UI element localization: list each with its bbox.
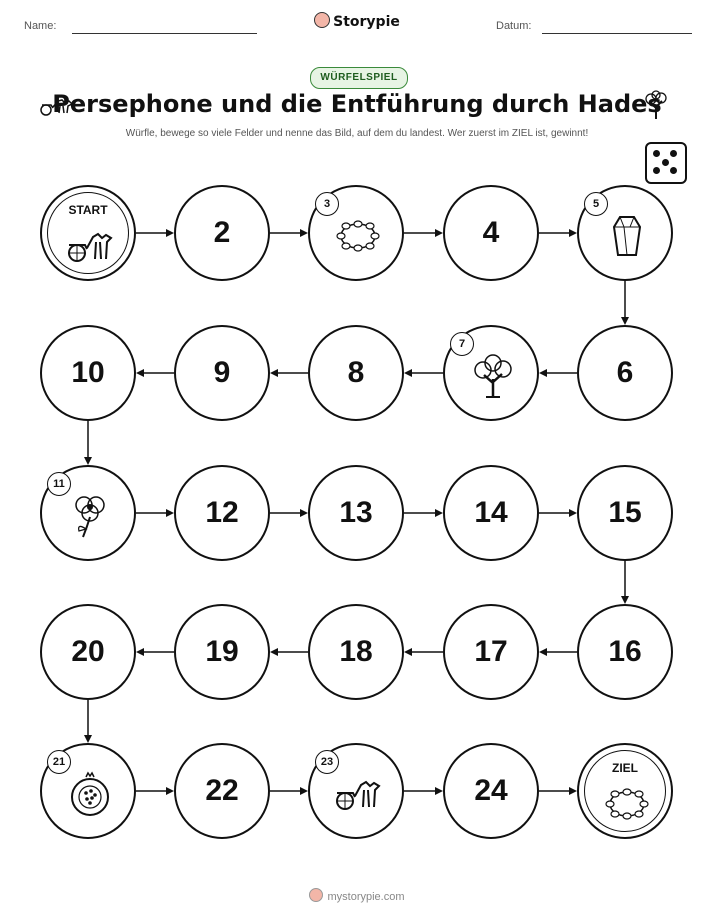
path-arrow [136, 229, 174, 237]
board-space-23 [308, 743, 404, 839]
board-space-22 [174, 743, 270, 839]
pomegranate-icon [65, 771, 115, 817]
board-space-2 [174, 185, 270, 281]
board-space-25 [577, 743, 673, 839]
path-arrow [270, 509, 308, 517]
space-number: 20 [71, 635, 105, 668]
page-title: Persephone und die Entführung durch Hades [52, 90, 662, 118]
space-number: 16 [608, 635, 642, 668]
board-space-11 [40, 465, 136, 561]
poppy-icon [65, 493, 115, 539]
path-arrow [84, 700, 92, 743]
tree-icon [468, 353, 518, 399]
path-arrow [270, 369, 308, 377]
space-number-badge: 5 [584, 192, 608, 216]
board-space-21 [40, 743, 136, 839]
space-number: 2 [213, 216, 231, 249]
chariot-icon [65, 223, 115, 269]
path-arrow [539, 229, 577, 237]
space-number: 17 [474, 635, 508, 668]
board-space-4 [443, 185, 539, 281]
date-label: Datum: [496, 20, 532, 32]
board-space-14 [443, 465, 539, 561]
start-label: START [68, 203, 108, 217]
space-number: 9 [213, 356, 231, 389]
path-arrow [136, 369, 174, 377]
space-number: 15 [608, 496, 642, 529]
board-space-24 [443, 743, 539, 839]
path-arrow [404, 369, 443, 377]
board-space-20 [40, 604, 136, 700]
path-arrow [270, 229, 308, 237]
path-arrow [270, 648, 308, 656]
board-space-5 [577, 185, 673, 281]
space-number: 14 [474, 496, 508, 529]
board-space-16 [577, 604, 673, 700]
space-number-badge: 7 [450, 332, 474, 356]
board-space-3 [308, 185, 404, 281]
path-arrow [404, 509, 443, 517]
space-number: 22 [205, 774, 239, 807]
path-arrow [404, 229, 443, 237]
space-number: 6 [616, 356, 634, 389]
path-arrow [621, 281, 629, 325]
space-number: 19 [205, 635, 239, 668]
path-arrow [270, 787, 308, 795]
wreath-icon [333, 213, 383, 259]
path-arrow [136, 787, 174, 795]
space-number-badge: 21 [47, 750, 71, 774]
space-number: 18 [339, 635, 373, 668]
game-type-badge: WÜRFELSPIEL [310, 67, 408, 89]
board-space-8 [308, 325, 404, 421]
board-space-17 [443, 604, 539, 700]
space-number: 13 [339, 496, 373, 529]
path-arrow [404, 648, 443, 656]
footer [0, 888, 714, 903]
chariot-icon [333, 771, 383, 817]
board-space-7 [443, 325, 539, 421]
name-label: Name: [24, 20, 57, 32]
space-number: 10 [71, 356, 105, 389]
board-space-6 [577, 325, 673, 421]
crystal-icon [602, 213, 652, 259]
space-number-badge: 23 [315, 750, 339, 774]
path-arrow [539, 369, 577, 377]
space-number: 24 [474, 774, 508, 807]
board-space-18 [308, 604, 404, 700]
path-arrow [136, 648, 174, 656]
path-arrow [621, 561, 629, 604]
brand-name: Storypie [333, 14, 400, 30]
board-space-12 [174, 465, 270, 561]
path-arrow [404, 787, 443, 795]
board-space-13 [308, 465, 404, 561]
board-space-9 [174, 325, 270, 421]
footer-url: mystorypie.com [327, 891, 405, 903]
path-arrow [84, 421, 92, 465]
instructions: Würfle, bewege so viele Felder und nenne das Bild, auf dem du landest. Wer zuerst im ZIEL ist, gewinnt! [125, 128, 589, 139]
wreath-icon [602, 781, 652, 827]
board-space-1 [40, 185, 136, 281]
board-space-19 [174, 604, 270, 700]
path-arrow [539, 648, 577, 656]
board-space-10 [40, 325, 136, 421]
space-number-badge: 11 [47, 472, 71, 496]
space-number: 12 [205, 496, 239, 529]
storypie-logo-icon [309, 888, 323, 902]
path-arrow [136, 509, 174, 517]
space-number-badge: 3 [315, 192, 339, 216]
path-arrow [539, 509, 577, 517]
goal-label: ZIEL [612, 761, 638, 775]
board-space-15 [577, 465, 673, 561]
space-number: 8 [347, 356, 365, 389]
space-number: 4 [482, 216, 500, 249]
path-arrow [539, 787, 577, 795]
